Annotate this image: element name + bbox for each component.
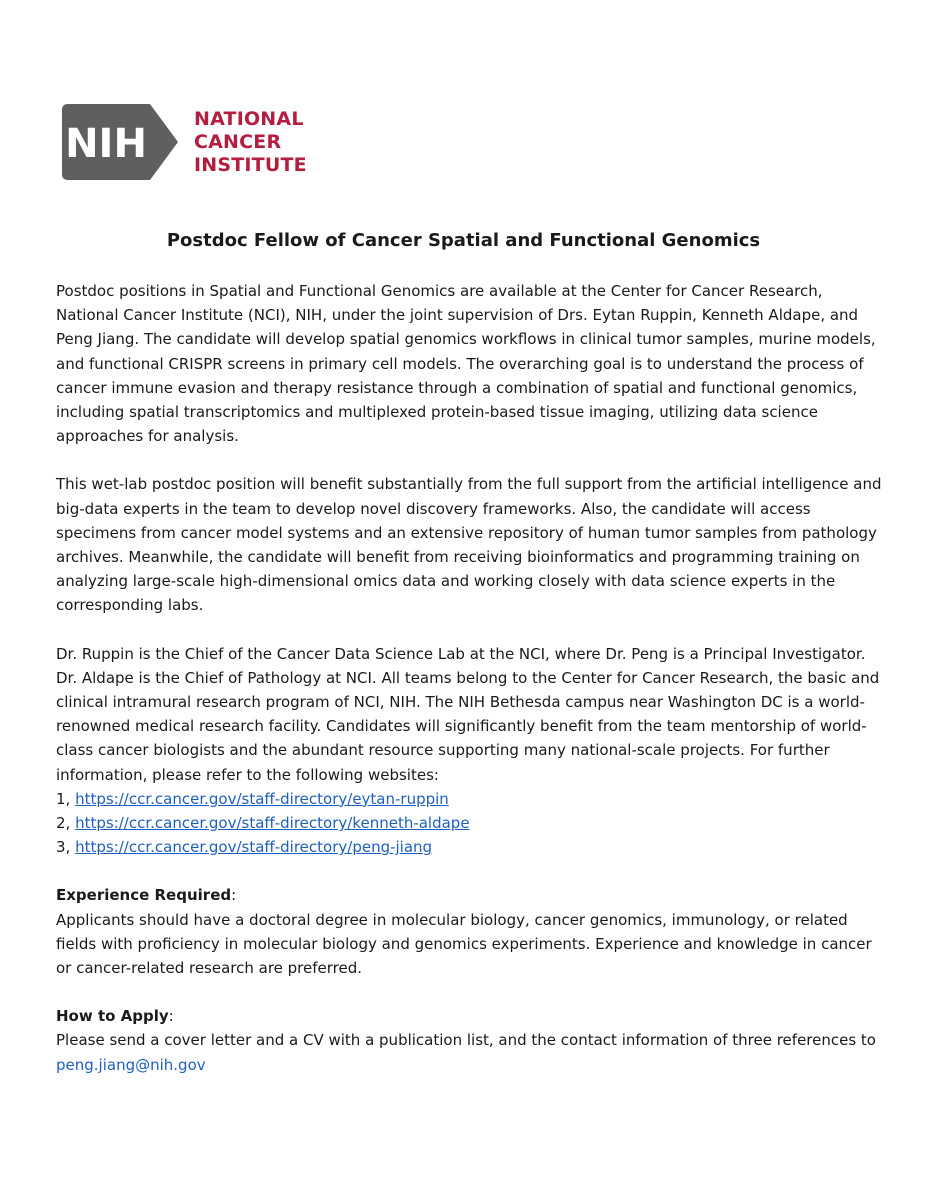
- experience-colon: :: [231, 886, 237, 905]
- apply-heading: How to Apply: [56, 1007, 169, 1026]
- logo-mark-text: NIH: [65, 121, 147, 167]
- aldape-profile-link[interactable]: https://ccr.cancer.gov/staff-directory/kenneth-aldape: [75, 814, 470, 833]
- experience-text: Applicants should have a doctoral degree in molecular biology, cancer genomics, immunology, or related fields with proficiency in molecular biology and genomics experiments. Experience and knowledge in cancer or cancer-related research are preferred.: [56, 910, 872, 978]
- section-how-to-apply: [56, 1004, 886, 1077]
- link-item: [56, 811, 886, 835]
- ruppin-profile-link[interactable]: https://ccr.cancer.gov/staff-directory/eytan-ruppin: [75, 789, 449, 808]
- experience-heading: Experience Required: [56, 886, 232, 905]
- document-body: [56, 279, 886, 1101]
- page-title: Postdoc Fellow of Cancer Spatial and Functional Genomics: [166, 230, 761, 251]
- link-number: 1,: [56, 789, 76, 808]
- link-item: [56, 787, 886, 811]
- apply-text: Please send a cover letter and a CV with a publication list, and the contact information of three references to: [56, 1031, 876, 1050]
- nih-logo-mark-icon: [62, 104, 180, 180]
- link-number: 3,: [56, 838, 76, 857]
- paragraph-team-info: [56, 642, 886, 860]
- logo-line-institute: INSTITUTE: [194, 153, 307, 176]
- nih-nci-logo: [62, 104, 307, 180]
- paragraph-position-benefits: This wet-lab postdoc position will benefit substantially from the full support from the artificial intelligence and big-data experts in the team to develop novel discovery frameworks. Also, the candidate will access specimens from cancer model systems and an extensive repository of human tumor samples from pathology archives. Meanwhile, the candidate will benefit from receiving bioinformatics and programming training on analyzing large-scale high-dimensional omics data and working closely with data science experts in the corresponding labs.: [56, 475, 882, 615]
- logo-wordmark: [194, 108, 307, 177]
- link-item: [56, 835, 886, 859]
- link-number: 2,: [56, 814, 76, 833]
- jiang-profile-link[interactable]: https://ccr.cancer.gov/staff-directory/peng-jiang: [75, 838, 433, 857]
- apply-colon: :: [168, 1007, 174, 1026]
- logo-line-national: NATIONAL: [194, 107, 304, 130]
- paragraph-overview: Postdoc positions in Spatial and Functional Genomics are available at the Center for Cancer Research, National Cancer Institute (NCI), NIH, under the joint supervision of Drs. Eytan Ruppin, Kenneth Aldape, and Peng Jiang. The candidate will develop spatial genomics workflows in clinical tumor samples, murine models, and functional CRISPR screens in primary cell models. The overarching goal is to understand the process of cancer immune evasion and therapy resistance through a combination of spatial and functional genomics, including spatial transcriptomics and multiplexed protein-based tissue imaging, utilizing data science approaches for analysis.: [56, 282, 876, 446]
- team-info-text: Dr. Ruppin is the Chief of the Cancer Data Science Lab at the NCI, where Dr. Peng is a Principal Investigator. Dr. Aldape is the Chief of Pathology at NCI. All teams belong to the Center for Cancer Research, the basic and clinical intramural research program of NCI, NIH. The NIH Bethesda campus near Washington DC is a world-renowned medical research facility. Candidates will significantly benefit from the team mentorship of world-class cancer biologists and the abundant resource supporting many national-scale projects. For further information, please refer to the following websites:: [56, 644, 880, 784]
- contact-email-link[interactable]: peng.jiang@nih.gov: [56, 1055, 206, 1074]
- section-experience: [56, 883, 886, 980]
- logo-line-cancer: CANCER: [194, 130, 282, 153]
- section-spacer: [56, 859, 886, 883]
